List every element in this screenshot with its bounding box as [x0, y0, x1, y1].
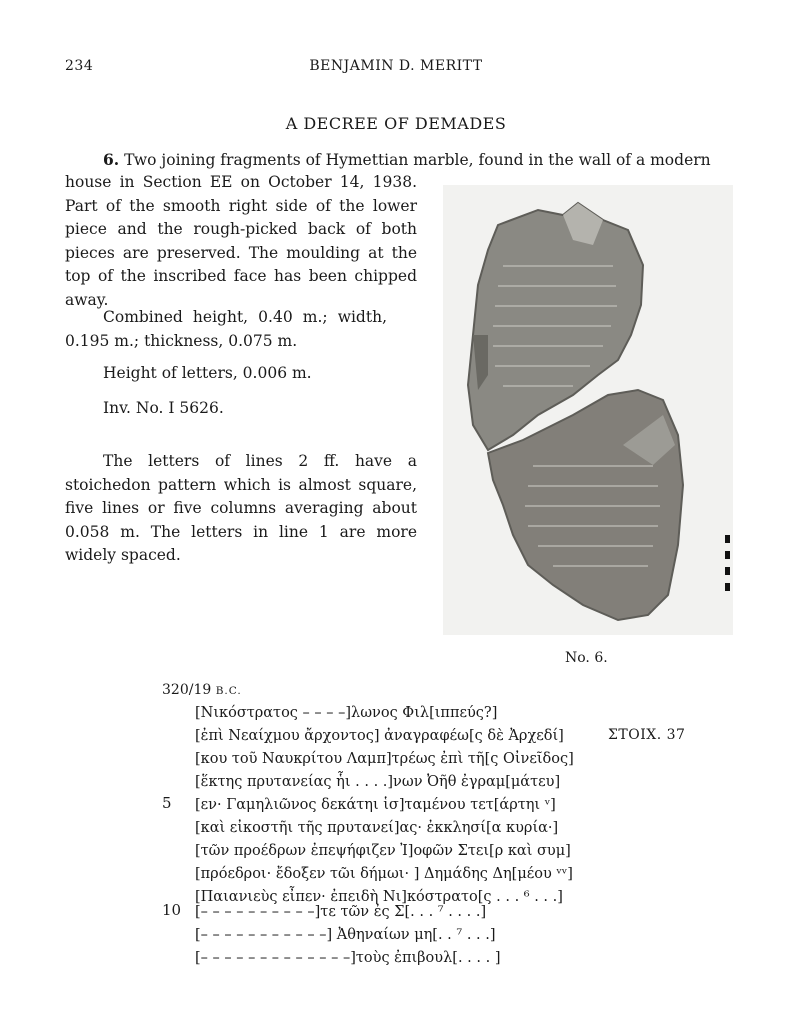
inscription-line: [καὶ εἰκοστῆι τῆς πρυτανεί]ας· ἐκκλησί[α κυρία·]	[195, 820, 559, 836]
inscription-photo	[443, 185, 733, 635]
line-number-5: 5	[162, 794, 172, 812]
intro-first-line-text: Two joining fragments of Hymettian marble, found in the wall of a modern	[124, 151, 711, 169]
inventory-number: Inv. No. I 5626.	[103, 399, 224, 417]
stoichedon-paragraph: The letters of lines 2 ff. have a stoichedon pattern which is almost square, five lines or five columns averaging about 0.058 m. The letters in line 1 are more widely spaced.	[65, 452, 417, 564]
figure-caption: No. 6.	[565, 650, 608, 666]
running-head: BENJAMIN D. MERITT	[309, 58, 483, 74]
inscription-line: [– – – – – – – – – – – – –]τοὺς ἐπιβουλ[. . . . ]	[195, 950, 501, 966]
inscription-line: [εν· Γαμηλιῶνος δεκάτηι ἱσ]ταμένου τετ[άρτηι ᵛ]	[195, 797, 556, 813]
date-value: 320/19	[162, 682, 212, 698]
date-line	[162, 682, 242, 698]
inscription-line: [τῶν προέδρων ἐπεψήφιζεν Ἰ]οφῶν Στει[ρ καὶ συμ]	[195, 843, 571, 859]
dimensions-paragraph: Combined height, 0.40 m.; width, 0.195 m.; thickness, 0.075 m.	[65, 308, 387, 350]
line-number-10: 10	[162, 901, 182, 919]
article-title: A DECREE OF DEMADES	[285, 114, 507, 133]
date-era: B.C.	[215, 685, 242, 697]
inscription-line: [Παιανιεὺς εἶπεν· ἐπειδὴ Νι]κόστρατο[ς . . . ⁶ . . .]	[195, 889, 563, 905]
inscription-line: [ἕκτης πρυτανείας ἧι . . . .]νων Ὀῆθ ἐγραμ[μάτευ]	[195, 774, 561, 790]
intro-paragraph-rest: house in Section EE on October 14, 1938. Part of the smooth right side of the lower piece and the rough-picked back of both pieces are preserved. The moulding at the top of the inscribed face has been chipped away.	[65, 173, 417, 309]
letter-height: Height of letters, 0.006 m.	[103, 364, 312, 382]
inscription-line: [ἐπὶ Νεαίχμου ἄρχοντος] ἀναγραφέω[ς δὲ Ἀρχεδί]	[195, 728, 564, 744]
entry-number: 6.	[103, 150, 120, 169]
inscription-line: [– – – – – – – – – –]τε τῶν ἐς Σ[. . . ⁷ . . . .]	[195, 904, 487, 920]
inscription-line: [πρόεδροι· ἔδοξεν τῶι δήμωι· ] Δημάδης Δη[μέου ᵛᵛ]	[195, 866, 573, 882]
inscription-line: [– – – – – – – – – – –] Ἀθηναίων μη[. . ⁷ . . .]	[195, 927, 496, 943]
page-number: 234	[65, 58, 94, 74]
intro-paragraph-first-line	[65, 148, 735, 173]
inscription-line: [Νικόστρατος – – – –]λωνος Φιλ[ιππεύς?]	[195, 705, 498, 721]
inscription-line: [κου τοῦ Ναυκρίτου Λαμπ]τρέως ἐπὶ τῆ[ς Οἰνεῖδος]	[195, 751, 574, 767]
stoichedon-label: ΣΤΟΙΧ. 37	[608, 727, 686, 743]
